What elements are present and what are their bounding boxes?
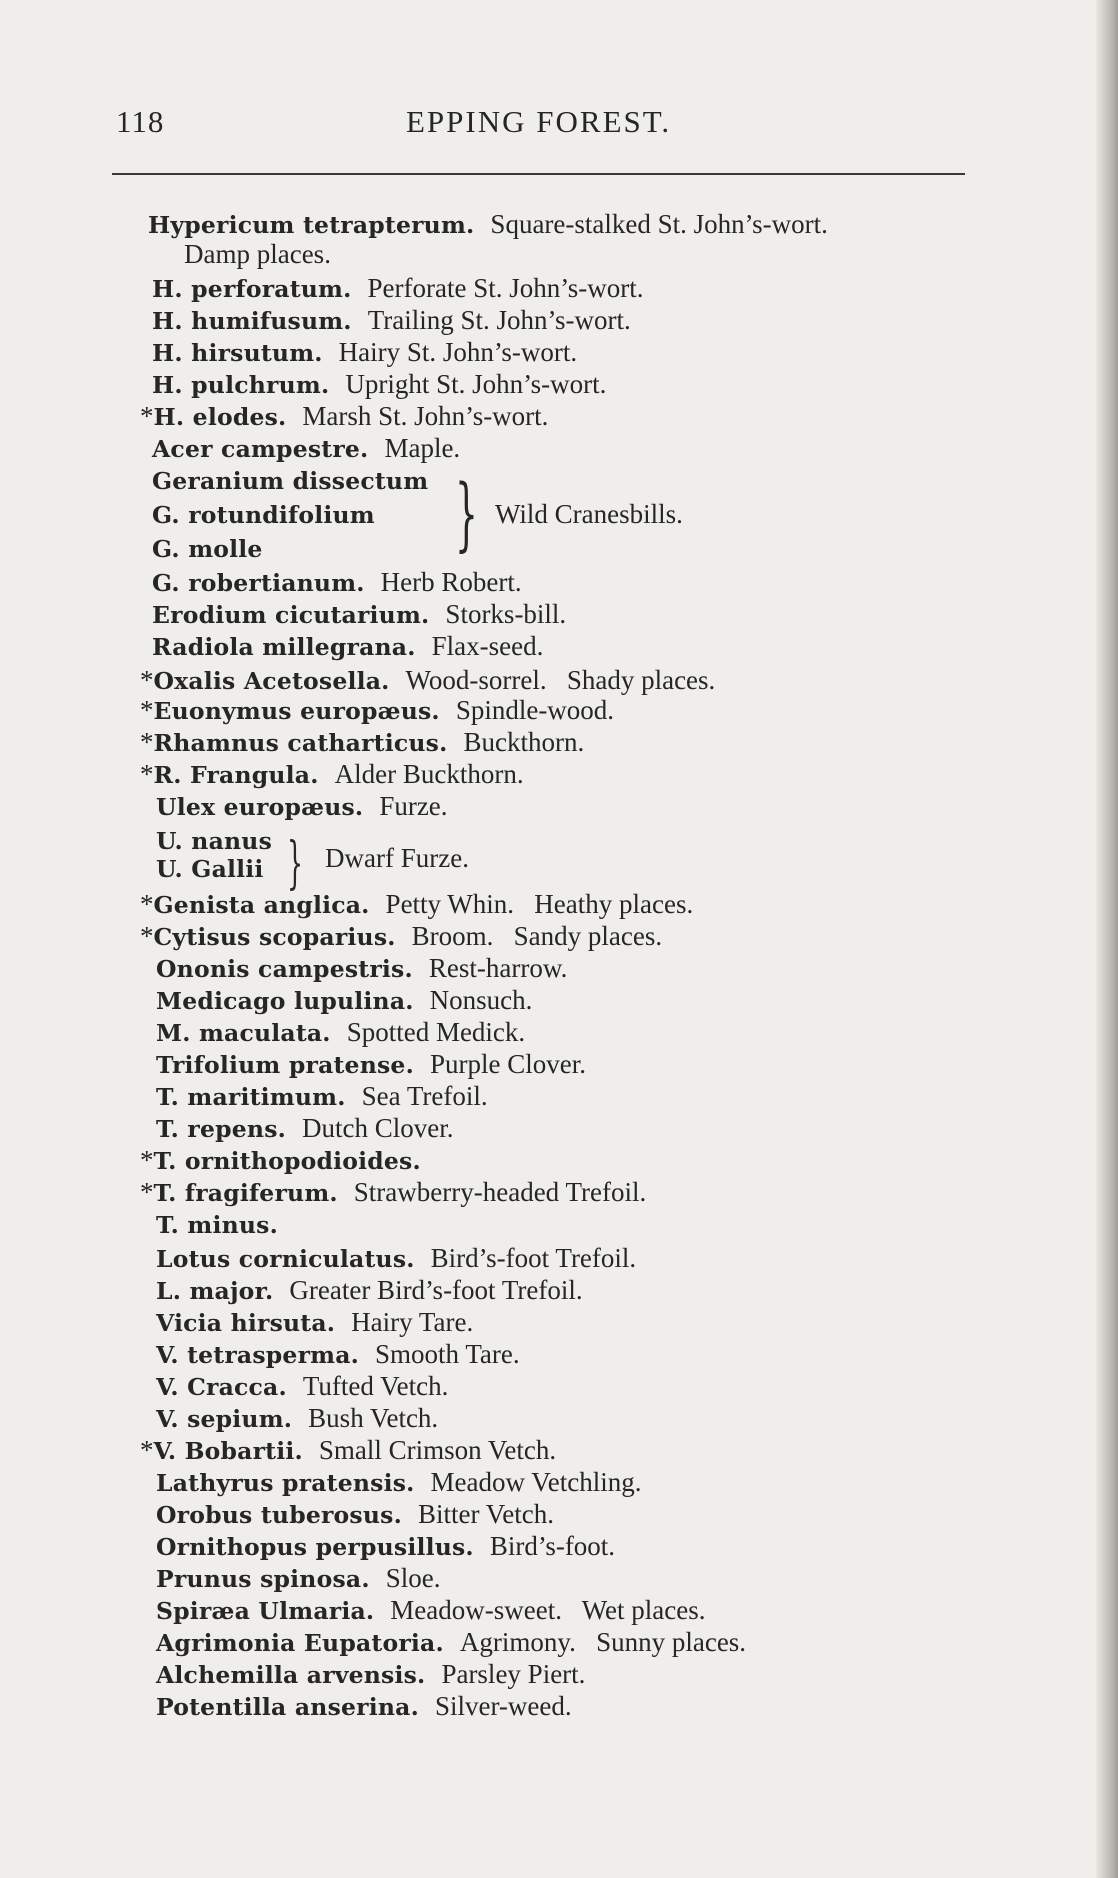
list-item <box>156 1112 454 1145</box>
asterisk-mark: * <box>140 1177 154 1207</box>
list-item <box>140 888 693 921</box>
list-item <box>140 1176 646 1209</box>
latin-name: H. perforatum. <box>152 275 352 303</box>
common-name: Smooth Tare. <box>375 1339 520 1369</box>
list-item <box>152 336 577 369</box>
latin-name: Agrimonia Eupatoria. <box>156 1629 444 1657</box>
list-item <box>156 1306 473 1339</box>
latin-name: Hypericum tetrapterum. <box>148 211 475 239</box>
list-item <box>152 272 643 305</box>
common-name: Meadow Vetchling. <box>430 1467 642 1497</box>
common-name: Rest-harrow. <box>428 953 568 983</box>
latin-name: Lathyrus pratensis. <box>156 1469 415 1497</box>
list-item <box>156 1274 583 1307</box>
latin-name: Orobus tuberosus. <box>156 1501 402 1529</box>
common-name: Spindle-wood. <box>455 695 615 725</box>
common-name: Broom. Sandy places. <box>411 921 663 951</box>
list-item <box>140 920 662 953</box>
list-item <box>156 984 532 1017</box>
latin-name: H. elodes. <box>153 403 287 431</box>
common-name: Trailing St. John’s-wort. <box>367 305 631 335</box>
latin-name: G. molle <box>152 535 263 563</box>
list-item <box>156 790 448 823</box>
list-item <box>140 400 548 433</box>
latin-name: H. humifusum. <box>152 307 352 335</box>
common-name: Meadow-sweet. Wet places. <box>390 1595 706 1625</box>
common-name: Wood-sorrel. Shady places. <box>405 665 716 695</box>
list-item <box>152 498 375 531</box>
latin-name: Prunus spinosa. <box>156 1565 370 1593</box>
list-item <box>152 464 428 497</box>
list-item <box>156 1338 520 1371</box>
list-item <box>156 852 264 885</box>
common-name: Nonsuch. <box>429 985 533 1015</box>
asterisk-mark: * <box>140 1435 154 1465</box>
brace-group-label-dwarf-furze: Dwarf Furze. <box>325 843 469 873</box>
asterisk-mark: * <box>140 921 154 951</box>
common-name: Storks-bill. <box>445 599 567 629</box>
common-name: Sloe. <box>385 1563 441 1593</box>
latin-name: V. Bobartii. <box>153 1437 303 1465</box>
list-item <box>140 664 715 697</box>
page-edge <box>1096 0 1118 1878</box>
brace-group-label-cranesbills: Wild Cranesbills. <box>495 499 683 529</box>
list-item <box>152 432 460 465</box>
latin-name: Ornithopus perpusillus. <box>156 1533 474 1561</box>
brace-icon: } <box>455 467 478 560</box>
common-name: Bitter Vetch. <box>417 1499 554 1529</box>
list-item <box>156 1048 586 1081</box>
latin-name: Vicia hirsuta. <box>156 1309 336 1337</box>
latin-name: H. hirsutum. <box>152 339 323 367</box>
brace-icon: } <box>287 831 304 896</box>
common-name: Damp places. <box>184 239 331 269</box>
list-item <box>152 630 543 663</box>
list-item <box>156 1208 278 1241</box>
common-name: Marsh St. John’s-wort. <box>302 401 549 431</box>
common-name: Tufted Vetch. <box>302 1371 449 1401</box>
list-item <box>156 1690 572 1723</box>
latin-name: Genista anglica. <box>153 891 370 919</box>
latin-name: T. minus. <box>156 1211 278 1239</box>
header-rule <box>112 173 965 175</box>
latin-name: Radiola millegrana. <box>152 633 416 661</box>
latin-name: Rhamnus catharticus. <box>153 729 448 757</box>
latin-name: M. maculata. <box>156 1019 331 1047</box>
common-name: Flax-seed. <box>431 631 544 661</box>
list-item <box>156 1080 488 1113</box>
list-item <box>152 598 566 631</box>
asterisk-mark: * <box>140 665 154 695</box>
list-item <box>152 532 263 565</box>
list-item <box>156 952 567 985</box>
common-name: Parsley Piert. <box>441 1659 586 1689</box>
common-name: Maple. <box>384 433 461 463</box>
common-name: Petty Whin. Heathy places. <box>385 889 694 919</box>
common-name: Square-stalked St. John’s-wort. <box>490 209 828 239</box>
latin-name: R. Frangula. <box>153 761 319 789</box>
list-item <box>152 566 522 599</box>
latin-name: L. major. <box>156 1277 274 1305</box>
list-item <box>140 1144 421 1177</box>
list-item <box>156 1594 706 1627</box>
list-item <box>152 304 631 337</box>
common-name: Agrimony. Sunny places. <box>459 1627 747 1657</box>
common-name: Perforate St. John’s-wort. <box>367 273 644 303</box>
latin-name: V. Cracca. <box>156 1373 287 1401</box>
common-name: Dutch Clover. <box>302 1113 454 1143</box>
list-item <box>140 694 614 727</box>
latin-name: Ulex europæus. <box>156 793 364 821</box>
list-item <box>156 1626 746 1659</box>
latin-name: G. rotundifolium <box>152 501 375 529</box>
list-item <box>156 1402 438 1435</box>
latin-name: T. ornithopodioides. <box>153 1147 421 1175</box>
common-name: Bird’s-foot. <box>489 1531 616 1561</box>
common-name: Buckthorn. <box>463 727 585 757</box>
running-title: EPPING FOREST. <box>406 104 672 139</box>
latin-name: U. Gallii <box>156 855 264 883</box>
common-name: Bush Vetch. <box>308 1403 439 1433</box>
latin-name: Alchemilla arvensis. <box>156 1661 426 1689</box>
asterisk-mark: * <box>140 1145 154 1175</box>
latin-name: Acer campestre. <box>152 435 369 463</box>
page-number: 118 <box>116 104 165 139</box>
list-item <box>140 726 584 759</box>
latin-name: Spiræa Ulmaria. <box>156 1597 375 1625</box>
common-name: Sea Trefoil. <box>361 1081 488 1111</box>
latin-name: Geranium dissectum <box>152 467 429 495</box>
list-item <box>156 1530 615 1563</box>
common-name: Greater Bird’s-foot Trefoil. <box>289 1275 583 1305</box>
list-item <box>156 1016 525 1049</box>
latin-name: H. pulchrum. <box>152 371 330 399</box>
latin-name: U. nanus <box>156 827 273 855</box>
latin-name: T. fragiferum. <box>153 1179 338 1207</box>
latin-name: G. robertianum. <box>152 569 365 597</box>
common-name: Hairy Tare. <box>351 1307 474 1337</box>
common-name: Hairy St. John’s-wort. <box>338 337 578 367</box>
latin-name: Medicago lupulina. <box>156 987 414 1015</box>
common-name: Herb Robert. <box>380 567 522 597</box>
common-name: Alder Buckthorn. <box>334 759 524 789</box>
latin-name: Oxalis Acetosella. <box>153 667 390 695</box>
common-name: Upright St. John’s-wort. <box>345 369 607 399</box>
list-item <box>148 208 828 241</box>
latin-name: Ononis campestris. <box>156 955 413 983</box>
asterisk-mark: * <box>140 695 154 725</box>
common-name: Strawberry-headed Trefoil. <box>353 1177 647 1207</box>
asterisk-mark: * <box>140 401 154 431</box>
asterisk-mark: * <box>140 889 154 919</box>
list-item <box>156 1242 636 1275</box>
latin-name: T. repens. <box>156 1115 287 1143</box>
list-item <box>156 1466 642 1499</box>
latin-name: Cytisus scoparius. <box>153 923 396 951</box>
latin-name: V. sepium. <box>156 1405 293 1433</box>
list-item <box>152 368 606 401</box>
common-name: Bird’s-foot Trefoil. <box>430 1243 637 1273</box>
latin-name: Lotus corniculatus. <box>156 1245 415 1273</box>
page-header <box>116 104 966 144</box>
common-name: Furze. <box>379 791 448 821</box>
list-item <box>184 238 331 270</box>
list-item <box>140 1434 556 1467</box>
latin-name: Erodium cicutarium. <box>152 601 430 629</box>
common-name: Small Crimson Vetch. <box>318 1435 557 1465</box>
list-item <box>156 1370 448 1403</box>
list-item <box>140 758 524 791</box>
latin-name: Potentilla anserina. <box>156 1693 419 1721</box>
latin-name: V. tetrasperma. <box>156 1341 360 1369</box>
asterisk-mark: * <box>140 727 154 757</box>
asterisk-mark: * <box>140 759 154 789</box>
list-item <box>156 1658 585 1691</box>
list-item <box>156 1498 554 1531</box>
latin-name: Trifolium pratense. <box>156 1051 414 1079</box>
list-item <box>156 1562 440 1595</box>
latin-name: Euonymus europæus. <box>153 697 440 725</box>
common-name: Silver-weed. <box>434 1691 572 1721</box>
common-name: Purple Clover. <box>429 1049 586 1079</box>
common-name: Spotted Medick. <box>346 1017 526 1047</box>
latin-name: T. maritimum. <box>156 1083 346 1111</box>
